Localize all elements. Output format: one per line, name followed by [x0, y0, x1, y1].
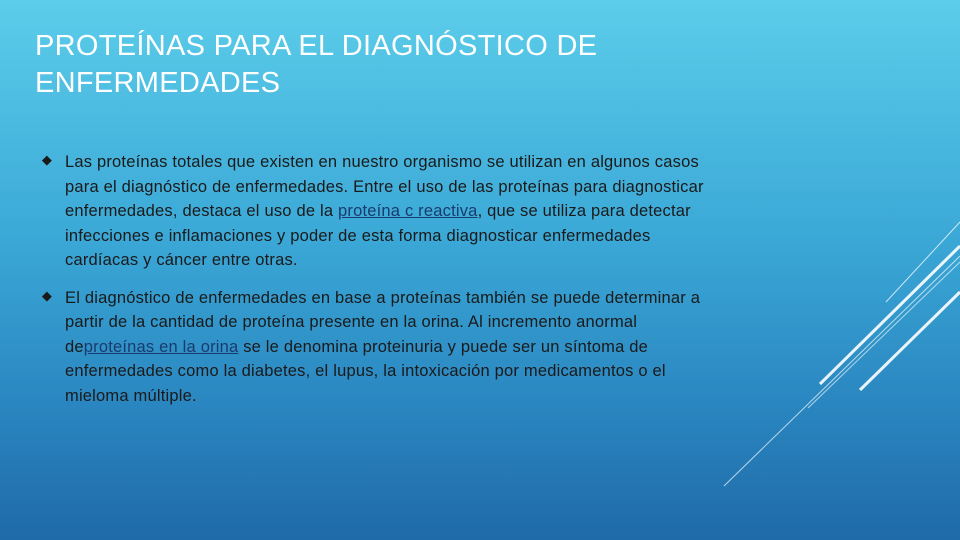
deco-line [808, 262, 960, 408]
deco-line [820, 246, 960, 384]
diamond-bullet-icon: ◆ [41, 287, 53, 303]
deco-line [886, 222, 960, 302]
diamond-bullet-icon: ◆ [41, 152, 53, 167]
bullet-text: se le denomina proteinuria y puede ser un síntoma de enfermedades como la diabetes, el lupus, la intoxicación por medicamentos o el mieloma múltiple. [65, 337, 666, 405]
slide-title: PROTEÍNAS PARA EL DIAGNÓSTICO DE ENFERMEDADES [35, 30, 598, 99]
bullet-text: El diagnóstico de enfermedades en base a proteínas también se puede determinar a partir de la cantidad de proteína presente en la orina. Al incremento anormal de [65, 288, 701, 356]
bullet-item [40, 286, 705, 409]
link-proteina-c-reactiva[interactable]: proteína c reactiva [338, 202, 478, 220]
bullet-item [40, 150, 705, 273]
deco-line [724, 256, 960, 486]
bullet-text: Las proteínas totales que existen en nuestro organismo se utilizan en algunos casos para el diagnóstico de enfermedades. Entre el uso de las proteínas para diagnosticar enfermedades, destaca el uso de la [65, 153, 704, 220]
bullet-text: , que se utiliza para detectar infecciones e inflamaciones y poder de esta forma diagnosticar enfermedades cardíacas y cáncer entre otras. [65, 202, 691, 269]
link-proteinas-en-la-orina[interactable]: proteínas en la orina [83, 337, 239, 356]
deco-line [860, 292, 960, 390]
bullet-list [40, 150, 705, 421]
